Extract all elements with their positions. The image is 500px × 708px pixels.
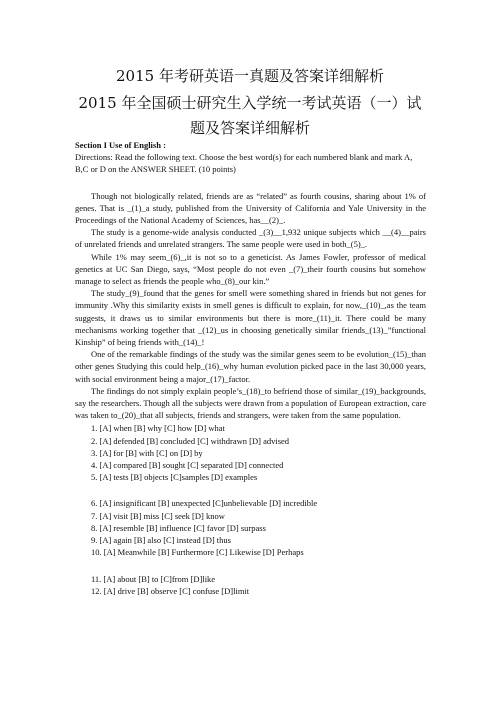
option-item: 5. [A] tests [B] objects [C]samples [D] examples [91,472,258,483]
option-item: 3. [A] for [B] with [C] on [D] by [91,447,203,458]
document-title-line2: 2015 年全国硕士研究生入学统一考试英语（一）试 [78,94,422,112]
option-item: 6. [A] insignificant [B] unexpected [C]unbelievable [D] incredible [91,498,318,509]
paragraph-2: The study is a genome-wide analysis conducted _(3)__1,932 unique subjects which __(4)__pairs of unrelated friends and unrelated strangers. The same people were used in both_(5)_. [75,227,426,250]
section-heading: Section I Use of English : [75,140,166,150]
spacer [75,559,426,572]
option-item: 10. [A] Meanwhile [B] Furthermore [C] Likewise [D] Perhaps [91,547,304,558]
options-list-2 [75,497,426,558]
options-list-3 [75,573,426,597]
option-item: 4. [A] compared [B] sought [C] separated [D] connected [91,460,284,471]
paragraph-5: One of the remarkable findings of the study was the similar genes seem to be evolution_(15)_than other genes Studying this could help_(16)_why human evolution picked pace in the last 30,000 years, with social environment being a major_(17)_factor. [75,349,426,384]
document-body [75,139,426,597]
option-item: 9. [A] again [B] also [C] instead [D] thus [91,535,231,546]
spacer [75,483,426,496]
paragraph-4: The study_(9)_found that the genes for smell were something shared in friends but not genes for immunity .Why this similarity exists in smell genes is difficult to explain, for now,_(10)_,as the team suggests, it draws us to similar environments but there is more_(11)_it. There could be many mechanisms working together that _(12)_us in choosing genetically similar friends_(13)_”functional Kinship” of being friends with_(14)_! [75,288,426,348]
paragraph-6: The findings do not simply explain people’s_(18)_to befriend those of similar_(19)_backgrounds, say the researchers. Though all the subjects were drawn from a population of European extraction, care was taken to_(20)_that all subjects, friends and strangers, were taken from the same population. [75,385,426,421]
option-item: 12. [A] drive [B] observe [C] confuse [D]limit [91,585,250,596]
document-title-line1: 2015 年考研英语一真题及答案详细解析 [116,67,384,85]
option-item: 8. [A] resemble [B] influence [C] favor [D] surpass [91,522,266,533]
options-list-1 [75,422,426,483]
option-item: 7. [A] visit [B] miss [C] seek [D] know [91,510,225,521]
option-item: 2. [A] defended [B] concluded [C] withdrawn [D] advised [91,435,290,446]
paragraph-1: Though not biologically related, friends are as “related” as fourth cousins, sharing about 1% of genes. That is _(1)_a study, published from the University of California and Yale University in the Proceedings of the National Academy of Sciences, has__(2)_. [75,190,426,226]
option-item: 1. [A] when [B] why [C] how [D] what [91,423,225,434]
directions-text: Directions: Read the following text. Choose the best word(s) for each numbered blank and mark A, B,C or D on the ANSWER SHEET. (10 points) [75,152,413,175]
option-item: 11. [A] about [B] to [C]from [D]like [91,573,216,584]
paragraph-3: While 1% may seem_(6)_,it is not so to a geneticist. As James Fowler, professor of medical genetics at UC San Diego, says, “Most people do not even _(7)_their fourth cousins but somehow manage to select as friends the people who_(8)_our kin.” [75,251,426,287]
document-title-line3: 题及答案详细解析 [189,119,310,137]
